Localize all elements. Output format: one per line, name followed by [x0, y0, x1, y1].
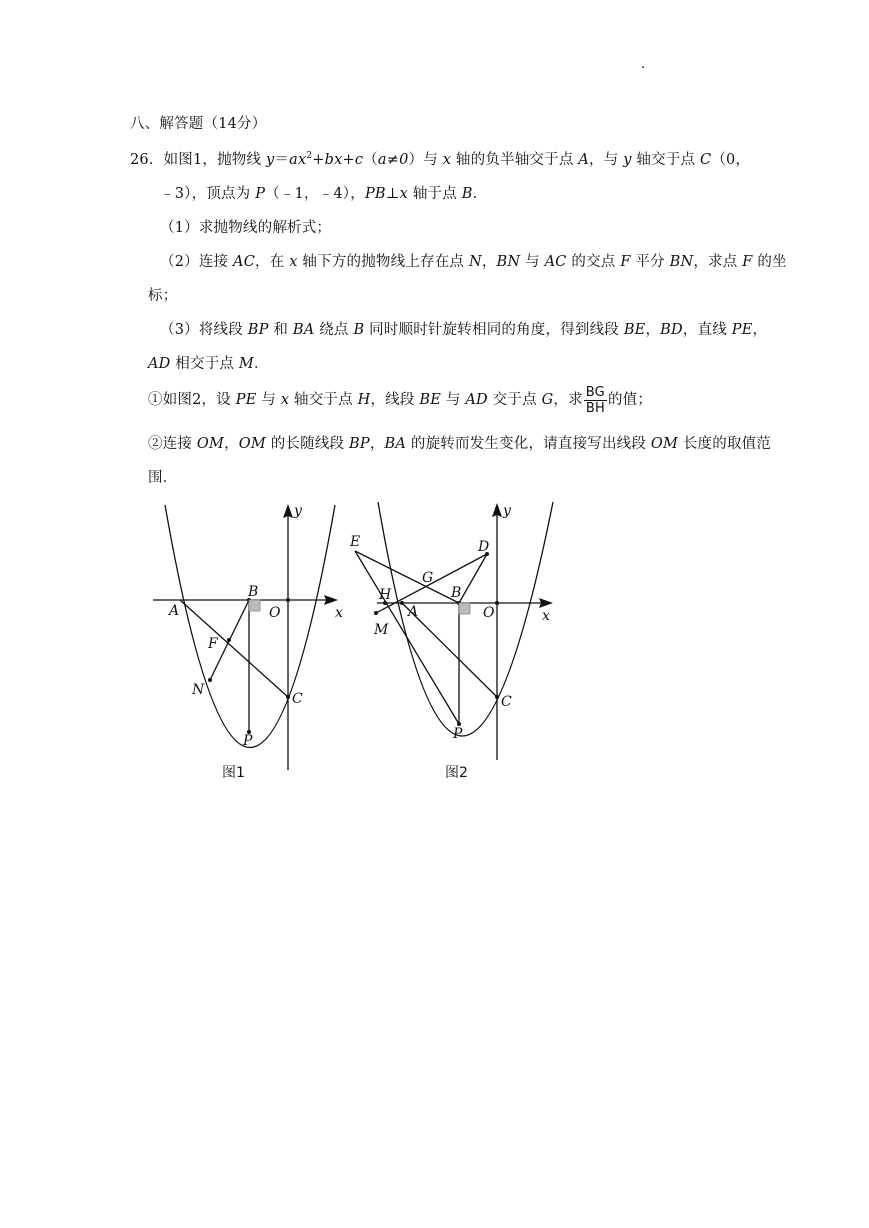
- fig1-y-arrow: [283, 504, 293, 518]
- problem-line-1: 26．如图1，抛物线 $y=ax^2+bx+c(a\ne 0)$与 x 轴的负半轴交于点 A，与 y 轴交于点 C（0，: [130, 151, 751, 168]
- fig2-label-m: M: [374, 622, 389, 638]
- figure-1: [145, 498, 365, 790]
- fig2-label-x: x: [542, 608, 550, 624]
- fig1-label-a: A: [169, 603, 180, 619]
- fig1-parabola: [165, 505, 335, 748]
- fig1-point-c: [286, 695, 290, 699]
- question-3-cont: AD 相交于点 M．: [148, 356, 269, 372]
- fig2-x-arrow: [539, 598, 553, 608]
- fig2-label-y: y: [503, 503, 511, 519]
- fig2-point-m: [374, 611, 378, 615]
- page-dot: [642, 66, 644, 68]
- fig1-point-f: [227, 638, 231, 642]
- fig1-label-p: P: [243, 733, 253, 749]
- fig2-label-c: C: [501, 694, 512, 710]
- question-2-cont: 标；: [148, 288, 178, 304]
- fig1-label-n: N: [192, 682, 205, 698]
- fig2-label-o: O: [483, 605, 495, 621]
- question-3-ii-cont: 围．: [148, 470, 178, 486]
- fig1-label-c: C: [292, 691, 303, 707]
- fig2-point-o: [495, 601, 499, 605]
- fig1-label-y: y: [294, 503, 302, 519]
- fig1-label-b: B: [248, 584, 259, 600]
- fig2-label-p: P: [453, 726, 463, 742]
- fig2-label-d: D: [478, 539, 490, 555]
- fig2-y-arrow: [492, 503, 502, 517]
- figure-2: [345, 496, 565, 790]
- fig2-label-a: A: [408, 604, 419, 620]
- fig2-label-b: B: [451, 585, 462, 601]
- fig1-x-arrow: [324, 595, 338, 605]
- fig1-label-o: O: [269, 605, 281, 621]
- fig1-point-o: [286, 598, 290, 602]
- problem-line-2: ﹣3），顶点为 P（﹣1，﹣4），PB⊥x 轴于点 B．: [160, 186, 488, 202]
- fig2-point-c: [495, 695, 499, 699]
- fig2-caption: 图2: [445, 765, 468, 781]
- fig1-point-n: [208, 678, 212, 682]
- section-title: 八、解答题（14分）: [130, 116, 267, 132]
- problem-number: 26．: [130, 152, 164, 168]
- fig1-label-x: x: [335, 605, 343, 621]
- fig1-label-f: F: [208, 636, 218, 652]
- fig1-right-angle-mark: [249, 600, 260, 611]
- question-3-i: ①如图2，设 PE 与 x 轴交于点 H，线段 BE 与 AD 交于点 G，求 $\frac{BG}{BH}$ 的值；: [148, 384, 653, 416]
- fig2-point-a: [400, 601, 404, 605]
- fig2-label-g: G: [422, 570, 434, 586]
- question-2: （2）连接 AC，在 x 轴下方的抛物线上存在点 N，BN 与 AC 的交点 F 平分 BN，求点 F 的坐: [160, 254, 787, 270]
- fig2-label-h: H: [379, 587, 392, 603]
- fraction-bg-bh: $\frac{BG}{BH}$: [585, 384, 605, 416]
- question-1: （1）求抛物线的解析式；: [160, 220, 332, 236]
- question-3: （3）将线段 BP 和 BA 绕点 B 同时顺时针旋转相同的角度，得到线段 BE，BD，直线 PE，: [160, 322, 768, 338]
- fig1-caption: 图1: [222, 765, 245, 781]
- fig2-label-e: E: [350, 534, 361, 550]
- question-3-ii: ②连接 OM，OM 的长随线段 BP，BA 的旋转而发生变化，请直接写出线段 OM 长度的取值范: [148, 436, 772, 452]
- fig2-right-angle-mark: [459, 603, 470, 614]
- fig2-parabola: [378, 502, 553, 736]
